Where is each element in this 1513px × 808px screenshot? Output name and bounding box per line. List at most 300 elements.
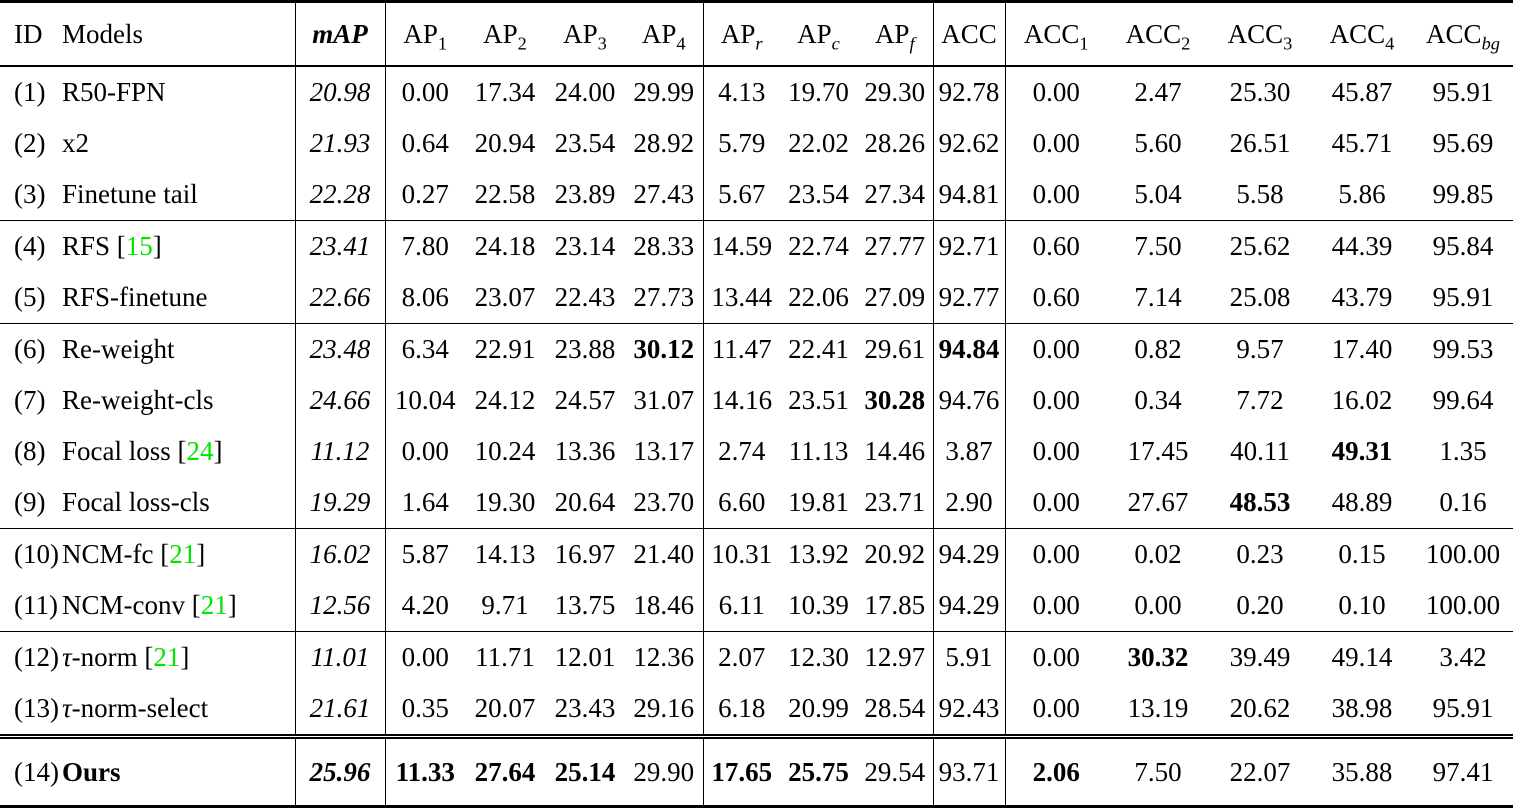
row-id: (3) xyxy=(0,169,58,221)
cell-acc2: 7.14 xyxy=(1107,272,1209,324)
cell-ap2: 23.07 xyxy=(465,272,545,324)
model-name xyxy=(58,477,295,529)
cell-acc3: 9.57 xyxy=(1236,334,1284,364)
cell-ap4: 21.40 xyxy=(633,539,695,569)
cell-accbg: 97.41 xyxy=(1432,756,1494,787)
model-name: Focal loss [24] xyxy=(62,436,223,466)
cell-acc1: 0.00 xyxy=(1005,632,1107,684)
cell-ap1: 0.00 xyxy=(385,632,465,684)
column-subscript: 3 xyxy=(1283,32,1293,53)
model-name xyxy=(58,324,295,376)
column-label: ACC xyxy=(941,18,997,49)
model-label: Focal loss-cls xyxy=(62,487,210,517)
row-id: (10) xyxy=(14,539,59,569)
cell-acc2: 0.02 xyxy=(1134,539,1182,569)
model-name xyxy=(58,683,295,737)
cell-acc: 94.29 xyxy=(933,580,1005,632)
cell-ap2: 19.30 xyxy=(465,477,545,529)
cell-acc4: 44.39 xyxy=(1331,231,1393,261)
column-subscript: f xyxy=(909,32,915,53)
cell-acc1: 0.00 xyxy=(1005,118,1107,169)
cell-acc1: 0.00 xyxy=(1005,375,1107,426)
cell-acc4: 17.40 xyxy=(1331,334,1393,364)
cell-ap1: 0.35 xyxy=(385,683,465,737)
cell-ap4: 29.16 xyxy=(625,683,703,737)
cell-acc2: 13.19 xyxy=(1107,683,1209,737)
cell-ap2: 27.64 xyxy=(474,756,536,787)
column-label: ACC xyxy=(1023,18,1080,49)
cell-ap1: 0.64 xyxy=(385,118,465,169)
cell-ap4: 18.46 xyxy=(625,580,703,632)
cell-map: 22.66 xyxy=(295,272,385,324)
cell-acc4: 16.02 xyxy=(1331,385,1393,415)
table-row xyxy=(0,737,1513,807)
cell-apf: 27.09 xyxy=(857,272,933,324)
cell-acc: 92.43 xyxy=(933,683,1005,737)
column-label: ACC xyxy=(1426,18,1482,49)
table-row xyxy=(0,169,1513,221)
cell-apc: 20.99 xyxy=(780,683,857,737)
cell-ap1: 0.00 xyxy=(385,426,465,477)
cell-map: 16.02 xyxy=(295,529,385,581)
table-row xyxy=(0,477,1513,529)
cell-acc: 92.71 xyxy=(933,221,1005,273)
table-row xyxy=(0,118,1513,169)
cell-apc: 23.51 xyxy=(788,385,849,415)
cell-acc: 94.81 xyxy=(933,169,1005,221)
cell-acc1: 0.60 xyxy=(1005,221,1107,273)
cell-apf: 28.26 xyxy=(864,128,926,158)
cell-ap3: 13.36 xyxy=(554,436,616,466)
cell-accbg: 100.00 xyxy=(1413,580,1513,632)
cell-ap4: 13.17 xyxy=(633,436,695,466)
cell-map: 11.01 xyxy=(295,632,385,684)
column-subscript: c xyxy=(831,32,840,53)
cell-apf: 29.30 xyxy=(864,77,926,107)
cell-acc4: 43.79 xyxy=(1311,272,1413,324)
cell-acc3: 25.30 xyxy=(1229,77,1291,107)
cell-apf: 14.46 xyxy=(864,436,926,466)
cell-acc4: 5.86 xyxy=(1311,169,1413,221)
cell-apc: 22.02 xyxy=(788,128,849,158)
cell-ap2: 20.07 xyxy=(465,683,545,737)
column-label: AP xyxy=(874,18,910,49)
cell-ap2: 20.94 xyxy=(474,128,536,158)
cell-acc1: 0.60 xyxy=(1005,272,1107,324)
cell-ap3: 23.89 xyxy=(545,169,625,221)
cell-acc1: 0.00 xyxy=(1005,426,1107,477)
cell-ap3: 24.00 xyxy=(554,77,616,107)
table-row xyxy=(0,632,1513,684)
cell-acc2: 5.60 xyxy=(1134,128,1182,158)
cell-acc4: 48.89 xyxy=(1311,477,1413,529)
cell-acc2: 0.00 xyxy=(1107,580,1209,632)
column-label: AP xyxy=(483,18,518,49)
cell-ap4: 27.73 xyxy=(625,272,703,324)
model-label: RFS xyxy=(62,231,111,261)
cell-acc2: 7.50 xyxy=(1134,231,1182,261)
cell-apc: 19.70 xyxy=(788,77,849,107)
citation-link[interactable]: 24 xyxy=(186,436,214,466)
cell-ap4: 27.43 xyxy=(625,169,703,221)
cell-acc2: 27.67 xyxy=(1107,477,1209,529)
cell-ap4: 12.36 xyxy=(633,642,695,672)
cell-apc: 10.39 xyxy=(780,580,857,632)
cell-acc3: 20.62 xyxy=(1209,683,1311,737)
model-name: RFS [15] xyxy=(62,231,162,261)
cell-ap2: 22.91 xyxy=(474,334,536,364)
cell-acc4: 38.98 xyxy=(1311,683,1413,737)
column-header-accbg xyxy=(1413,2,1513,67)
citation-link[interactable]: 21 xyxy=(153,642,181,672)
cell-acc1: 0.00 xyxy=(1005,580,1107,632)
cell-apr: 14.59 xyxy=(703,221,780,273)
cell-ap1: 1.64 xyxy=(385,477,465,529)
cell-ap4: 28.92 xyxy=(633,128,695,158)
column-subscript: 1 xyxy=(437,32,448,53)
cell-ap3: 23.54 xyxy=(554,128,616,158)
model-label: RFS-finetune xyxy=(62,282,208,312)
cell-apr: 4.13 xyxy=(703,66,780,118)
cell-accbg: 99.85 xyxy=(1413,169,1513,221)
cell-acc: 92.62 xyxy=(933,118,1005,169)
column-header-id xyxy=(0,2,58,67)
cell-ap2: 9.71 xyxy=(465,580,545,632)
cell-apf: 23.71 xyxy=(857,477,933,529)
column-label: ID xyxy=(14,18,43,49)
cell-map: 23.41 xyxy=(295,221,385,273)
cell-acc4: 0.15 xyxy=(1338,539,1386,569)
cell-acc4: 45.87 xyxy=(1331,77,1393,107)
cell-acc: 93.71 xyxy=(933,737,1005,807)
model-label: Focal loss xyxy=(62,436,171,466)
cell-acc1: 0.00 xyxy=(1005,683,1107,737)
cell-accbg: 95.84 xyxy=(1432,231,1494,261)
cell-accbg: 95.91 xyxy=(1413,683,1513,737)
cell-ap4: 31.07 xyxy=(633,385,695,415)
column-label: AP xyxy=(641,18,677,49)
row-id: (1) xyxy=(14,77,46,107)
column-header-map xyxy=(295,2,385,67)
model-label: Re-weight-cls xyxy=(62,385,214,415)
cell-ap2: 10.24 xyxy=(474,436,536,466)
cell-acc: 94.84 xyxy=(933,324,1005,376)
model-label: NCM-fc xyxy=(62,539,154,569)
cell-acc2: 2.47 xyxy=(1134,77,1182,107)
cell-acc: 2.90 xyxy=(933,477,1005,529)
column-header-ap3 xyxy=(545,2,625,67)
column-header-acc1 xyxy=(1005,2,1107,67)
cell-apf: 29.54 xyxy=(864,756,926,787)
column-header-acc2 xyxy=(1107,2,1209,67)
cell-map: 12.56 xyxy=(295,580,385,632)
cell-ap2: 24.12 xyxy=(474,385,536,415)
cell-acc2: 5.04 xyxy=(1107,169,1209,221)
cell-ap4: 29.90 xyxy=(633,756,695,787)
cell-accbg: 100.00 xyxy=(1425,539,1501,569)
cell-acc1: 2.06 xyxy=(1005,737,1107,807)
cell-acc3: 22.07 xyxy=(1229,756,1291,787)
cell-acc: 94.76 xyxy=(933,375,1005,426)
model-name: NCM-conv [21] xyxy=(58,580,295,632)
column-label: mAP xyxy=(312,18,368,49)
row-id: (7) xyxy=(14,385,46,415)
column-header-ap1 xyxy=(385,2,465,67)
table-row xyxy=(0,683,1513,737)
cell-acc2: 17.45 xyxy=(1127,436,1189,466)
cell-acc1: 0.00 xyxy=(1005,169,1107,221)
cell-apf: 12.97 xyxy=(864,642,926,672)
column-subscript: r xyxy=(755,32,763,53)
table-header xyxy=(0,2,1513,67)
table-row xyxy=(0,221,1513,273)
model-label: τ-norm-select xyxy=(62,693,209,723)
column-label: ACC xyxy=(1329,18,1386,49)
cell-acc3: 48.53 xyxy=(1209,477,1311,529)
cell-apf: 27.77 xyxy=(864,231,926,261)
row-id: (5) xyxy=(0,272,58,324)
table-body xyxy=(0,66,1513,807)
cell-apr: 6.18 xyxy=(703,683,780,737)
citation-link[interactable]: 15 xyxy=(125,231,153,261)
cell-accbg: 95.91 xyxy=(1432,77,1494,107)
model-name: τ-norm [21] xyxy=(62,642,190,672)
column-header-apc xyxy=(780,2,857,67)
cell-acc3: 0.20 xyxy=(1209,580,1311,632)
cell-acc1: 0.00 xyxy=(1005,529,1107,581)
row-id: (12) xyxy=(14,642,59,672)
cell-ap1: 0.00 xyxy=(385,66,465,118)
cell-ap1: 7.80 xyxy=(385,221,465,273)
model-label: x2 xyxy=(62,128,89,158)
cell-apr: 2.74 xyxy=(703,426,780,477)
cell-apr: 5.79 xyxy=(703,118,780,169)
cell-acc: 3.87 xyxy=(933,426,1005,477)
cell-apr: 5.67 xyxy=(703,169,780,221)
cell-ap3: 20.64 xyxy=(545,477,625,529)
cell-map: 21.93 xyxy=(295,118,385,169)
cell-ap2: 11.71 xyxy=(475,642,535,672)
cell-map: 19.29 xyxy=(295,477,385,529)
cell-apr: 11.47 xyxy=(703,324,780,376)
cell-apr: 17.65 xyxy=(703,737,780,807)
cell-acc: 5.91 xyxy=(933,632,1005,684)
cell-acc3: 5.58 xyxy=(1209,169,1311,221)
cell-accbg: 1.35 xyxy=(1439,436,1487,466)
cell-acc3: 26.51 xyxy=(1229,128,1291,158)
cell-acc4: 35.88 xyxy=(1331,756,1393,787)
model-name xyxy=(58,169,295,221)
cell-ap1: 8.06 xyxy=(385,272,465,324)
column-label: AP xyxy=(563,18,598,49)
row-id: (4) xyxy=(14,231,46,261)
cell-map: 24.66 xyxy=(295,375,385,426)
cell-acc3: 40.11 xyxy=(1230,436,1290,466)
cell-map: 23.48 xyxy=(295,324,385,376)
cell-acc3: 25.08 xyxy=(1209,272,1311,324)
column-subscript: bg xyxy=(1481,32,1500,53)
column-header-acc xyxy=(933,2,1005,67)
cell-apc: 25.75 xyxy=(788,756,849,787)
model-label: τ-norm xyxy=(62,642,138,672)
column-header-ap4 xyxy=(625,2,703,67)
cell-apf: 29.61 xyxy=(864,334,926,364)
model-name: NCM-fc [21] xyxy=(62,539,206,569)
cell-acc2: 0.34 xyxy=(1134,385,1182,415)
cell-acc3: 39.49 xyxy=(1229,642,1291,672)
cell-ap1: 10.04 xyxy=(385,375,465,426)
cell-apc: 13.92 xyxy=(788,539,849,569)
model-name xyxy=(58,118,295,169)
cell-map: 11.12 xyxy=(295,426,385,477)
column-label: AP xyxy=(720,18,756,49)
cell-accbg: 3.42 xyxy=(1439,642,1487,672)
cell-apr: 2.07 xyxy=(703,632,780,684)
row-id: (11) xyxy=(0,580,58,632)
cell-map: 22.28 xyxy=(295,169,385,221)
cell-apr: 10.31 xyxy=(703,529,780,581)
row-id: (9) xyxy=(0,477,58,529)
cell-map: 21.61 xyxy=(295,683,385,737)
table-row xyxy=(0,426,1513,477)
row-id: (2) xyxy=(14,128,46,158)
cell-ap2: 17.34 xyxy=(474,77,536,107)
column-header-ap2 xyxy=(465,2,545,67)
table-row xyxy=(0,529,1513,581)
row-id: (6) xyxy=(14,334,46,364)
cell-accbg: 0.16 xyxy=(1413,477,1513,529)
cell-apc: 23.54 xyxy=(780,169,857,221)
cell-ap1: 5.87 xyxy=(385,529,465,581)
cell-ap3: 23.14 xyxy=(554,231,616,261)
cell-acc4: 0.10 xyxy=(1311,580,1413,632)
cell-acc1: 0.00 xyxy=(1005,66,1107,118)
model-label: NCM-conv xyxy=(62,590,185,620)
cell-acc3: 7.72 xyxy=(1236,385,1284,415)
cell-ap4: 28.33 xyxy=(633,231,695,261)
cell-ap3: 16.97 xyxy=(554,539,616,569)
cell-ap3: 23.88 xyxy=(554,334,616,364)
column-header-apr xyxy=(703,2,780,67)
cell-apc: 22.06 xyxy=(780,272,857,324)
header-row xyxy=(0,2,1513,67)
row-id: (14) xyxy=(14,756,59,787)
cell-apc: 12.30 xyxy=(788,642,849,672)
cell-acc2: 7.50 xyxy=(1134,756,1182,787)
cell-apc: 22.41 xyxy=(788,334,849,364)
cell-apc: 11.13 xyxy=(788,436,849,466)
column-subscript: 4 xyxy=(676,32,686,53)
cell-acc3: 0.23 xyxy=(1236,539,1284,569)
cell-ap1: 11.33 xyxy=(385,737,465,807)
cell-acc2: 0.82 xyxy=(1134,334,1182,364)
cell-ap3: 23.43 xyxy=(545,683,625,737)
cell-ap3: 13.75 xyxy=(545,580,625,632)
cell-ap4: 29.99 xyxy=(633,77,695,107)
table-row xyxy=(0,375,1513,426)
cell-apr: 14.16 xyxy=(703,375,780,426)
model-name xyxy=(58,737,295,807)
tau-symbol: τ xyxy=(62,693,72,723)
column-header-acc3 xyxy=(1209,2,1311,67)
table-row xyxy=(0,580,1513,632)
column-header-apf xyxy=(857,2,933,67)
cell-acc3: 25.62 xyxy=(1229,231,1291,261)
tau-symbol: τ xyxy=(62,642,72,672)
cell-map: 25.96 xyxy=(295,737,385,807)
column-subscript: 2 xyxy=(1181,32,1191,53)
cell-acc: 92.77 xyxy=(933,272,1005,324)
model-label: Re-weight xyxy=(62,334,175,364)
cell-acc4: 45.71 xyxy=(1331,128,1393,158)
table-row xyxy=(0,324,1513,376)
cell-acc: 94.29 xyxy=(933,529,1005,581)
cell-ap4: 30.12 xyxy=(633,334,695,364)
column-label: AP xyxy=(797,18,832,49)
cell-apf: 20.92 xyxy=(864,539,926,569)
cell-apr: 13.44 xyxy=(703,272,780,324)
cell-accbg: 99.64 xyxy=(1432,385,1494,415)
model-name xyxy=(58,66,295,118)
row-id: (13) xyxy=(0,683,58,737)
cell-ap3: 24.57 xyxy=(554,385,616,415)
cell-apf: 30.28 xyxy=(864,385,926,415)
cell-ap2: 22.58 xyxy=(465,169,545,221)
cell-map: 20.98 xyxy=(295,66,385,118)
cell-apf: 27.34 xyxy=(857,169,933,221)
cell-ap4: 23.70 xyxy=(625,477,703,529)
cell-acc: 92.78 xyxy=(933,66,1005,118)
cell-ap3: 12.01 xyxy=(554,642,616,672)
cell-ap2: 14.13 xyxy=(474,539,536,569)
cell-apf: 17.85 xyxy=(857,580,933,632)
column-label: ACC xyxy=(1125,18,1182,49)
cell-acc4: 49.14 xyxy=(1331,642,1393,672)
citation-link[interactable]: 21 xyxy=(200,590,228,620)
cell-ap3: 22.43 xyxy=(545,272,625,324)
cell-acc1: 0.00 xyxy=(1005,477,1107,529)
column-label: Models xyxy=(62,18,143,49)
cell-apr: 6.11 xyxy=(703,580,780,632)
column-header-models xyxy=(58,2,295,67)
cell-acc2: 30.32 xyxy=(1127,642,1189,672)
row-id: (8) xyxy=(14,436,46,466)
cell-apc: 22.74 xyxy=(788,231,849,261)
column-subscript: 4 xyxy=(1385,32,1395,53)
column-subscript: 2 xyxy=(517,32,527,53)
cell-ap1: 4.20 xyxy=(385,580,465,632)
column-subscript: 3 xyxy=(597,32,607,53)
column-header-acc4 xyxy=(1311,2,1413,67)
model-label: Finetune tail xyxy=(62,179,198,209)
column-label: ACC xyxy=(1227,18,1284,49)
column-subscript: 1 xyxy=(1079,32,1089,53)
cell-accbg: 99.53 xyxy=(1432,334,1494,364)
model-name xyxy=(58,375,295,426)
cell-acc4: 49.31 xyxy=(1331,436,1393,466)
table-row xyxy=(0,272,1513,324)
cell-ap3: 25.14 xyxy=(554,756,616,787)
citation-link[interactable]: 21 xyxy=(169,539,197,569)
cell-apc: 19.81 xyxy=(780,477,857,529)
model-name xyxy=(58,272,295,324)
cell-accbg: 95.91 xyxy=(1413,272,1513,324)
cell-apf: 28.54 xyxy=(857,683,933,737)
cell-ap1: 0.27 xyxy=(385,169,465,221)
cell-ap1: 6.34 xyxy=(385,324,465,376)
cell-accbg: 95.69 xyxy=(1432,128,1494,158)
table-row xyxy=(0,66,1513,118)
